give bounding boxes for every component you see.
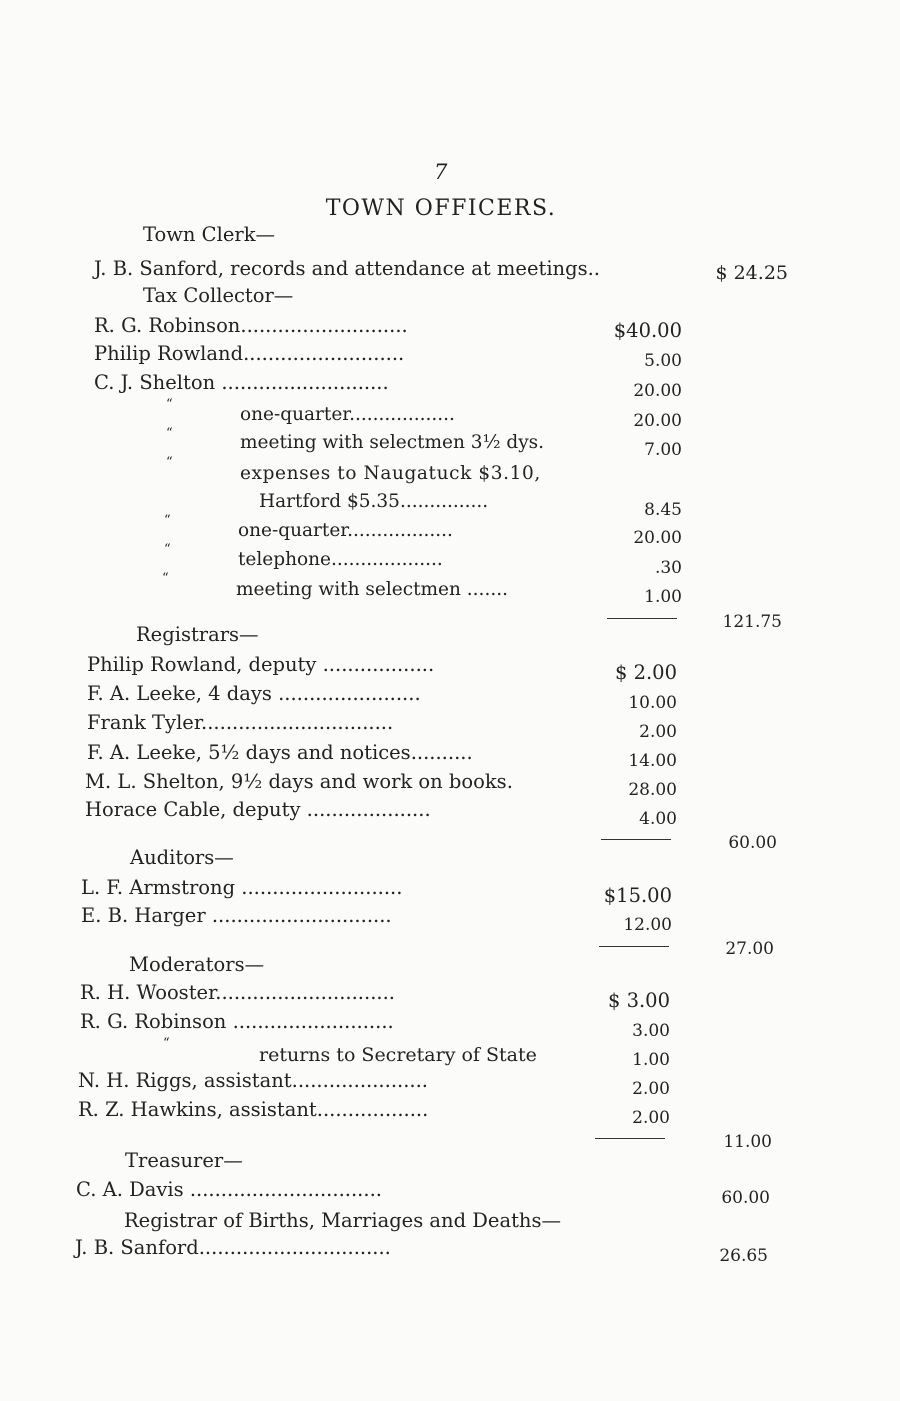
subtotal-rule [601, 839, 671, 840]
entry-amount: 3.00 [632, 1021, 670, 1041]
page-number: 7 [434, 160, 448, 184]
entry-label: E. B. Harger ............................. [81, 904, 392, 927]
section-heading-town-clerk: Town Clerk— [143, 223, 276, 246]
section-total: 27.00 [725, 939, 774, 959]
subtotal-rule [595, 1138, 665, 1139]
entry-label: F. A. Leeke, 4 days ....................... [87, 682, 421, 705]
entry-label: F. A. Leeke, 5½ days and notices.......... [87, 741, 473, 764]
entry-amount: 4.00 [639, 809, 677, 829]
entry-label: R. H. Wooster............................. [80, 981, 395, 1004]
entry-label: meeting with selectmen ....... [236, 579, 508, 600]
ditto-mark: “ [166, 426, 174, 441]
section-total: $ 24.25 [715, 262, 788, 284]
section-total: 121.75 [722, 612, 782, 632]
section-heading-tax-collector: Tax Collector— [143, 284, 294, 307]
entry-amount: 2.00 [632, 1079, 670, 1099]
entry-label: Philip Rowland.......................... [94, 342, 405, 365]
subtotal-rule [607, 618, 677, 619]
section-heading-registrars: Registrars— [136, 623, 259, 646]
entry-label: expenses to Naugatuck $3.10, [240, 463, 541, 484]
entry-amount: 1.00 [644, 587, 682, 607]
ditto-mark: “ [162, 571, 170, 586]
entry-label: returns to Secretary of State [259, 1044, 537, 1066]
entry-label: Hartford $5.35............... [259, 491, 489, 512]
entry-label: N. H. Riggs, assistant...................... [78, 1069, 429, 1092]
entry-label: L. F. Armstrong .......................... [81, 876, 403, 899]
entry-label: R. G. Robinson........................... [94, 314, 408, 337]
entry-label: Philip Rowland, deputy .................. [87, 653, 435, 676]
entry-amount: $ 3.00 [607, 989, 670, 1012]
entry-amount: 2.00 [639, 722, 677, 742]
entry-label: R. G. Robinson .......................... [80, 1010, 394, 1033]
entry-label: telephone................... [238, 549, 443, 570]
entry-amount: 20.00 [633, 528, 682, 548]
entry-amount: 5.00 [644, 351, 682, 371]
entry-amount: 2.00 [632, 1108, 670, 1128]
entry-amount: 8.45 [644, 500, 682, 520]
entry-amount: $ 2.00 [614, 661, 677, 684]
section-total: 60.00 [721, 1188, 770, 1208]
page-title-text: TOWN OFFICERS. [325, 196, 557, 221]
entry-amount: 7.00 [644, 440, 682, 460]
ditto-mark: “ [164, 542, 172, 557]
ditto-mark: “ [164, 513, 172, 528]
ditto-mark: “ [166, 397, 174, 412]
entry-amount: .30 [654, 558, 682, 578]
entry-label: one-quarter.................. [238, 520, 453, 541]
ditto-mark: “ [166, 455, 174, 470]
section-heading-treasurer: Treasurer— [125, 1149, 243, 1172]
entry-label: Frank Tyler............................... [87, 711, 394, 734]
entry-amount: 20.00 [633, 381, 682, 401]
section-total: 11.00 [723, 1132, 772, 1152]
entry-amount: $15.00 [603, 884, 672, 907]
entry-amount: 20.00 [633, 411, 682, 431]
entry-label: one-quarter.................. [240, 404, 455, 425]
entry-label: J. B. Sanford, records and attendance at meetings.. [94, 257, 601, 280]
entry-amount: 14.00 [628, 751, 677, 771]
page-title [0, 196, 900, 221]
entry-amount: $40.00 [613, 319, 682, 342]
entry-amount: 12.00 [623, 915, 672, 935]
section-heading-auditors: Auditors— [130, 846, 234, 869]
entry-label: R. Z. Hawkins, assistant.................. [78, 1098, 429, 1121]
entry-label: M. L. Shelton, 9½ days and work on books. [85, 770, 513, 793]
section-total: 26.65 [719, 1246, 768, 1266]
subtotal-rule [599, 946, 669, 947]
entry-label: C. J. Shelton ........................... [94, 371, 389, 394]
entry-label: meeting with selectmen 3½ dys. [240, 432, 545, 453]
entry-label: C. A. Davis ............................... [76, 1178, 382, 1201]
entry-amount: 10.00 [628, 693, 677, 713]
entry-label: Horace Cable, deputy .................... [85, 798, 431, 821]
entry-amount: 28.00 [628, 780, 677, 800]
ditto-mark: “ [163, 1036, 171, 1051]
section-heading-moderators: Moderators— [129, 953, 265, 976]
section-total: 60.00 [728, 833, 777, 853]
entry-amount: 1.00 [632, 1050, 670, 1070]
entry-label: J. B. Sanford............................... [75, 1236, 391, 1259]
section-heading-registrar-births: Registrar of Births, Marriages and Deaths— [124, 1209, 561, 1232]
